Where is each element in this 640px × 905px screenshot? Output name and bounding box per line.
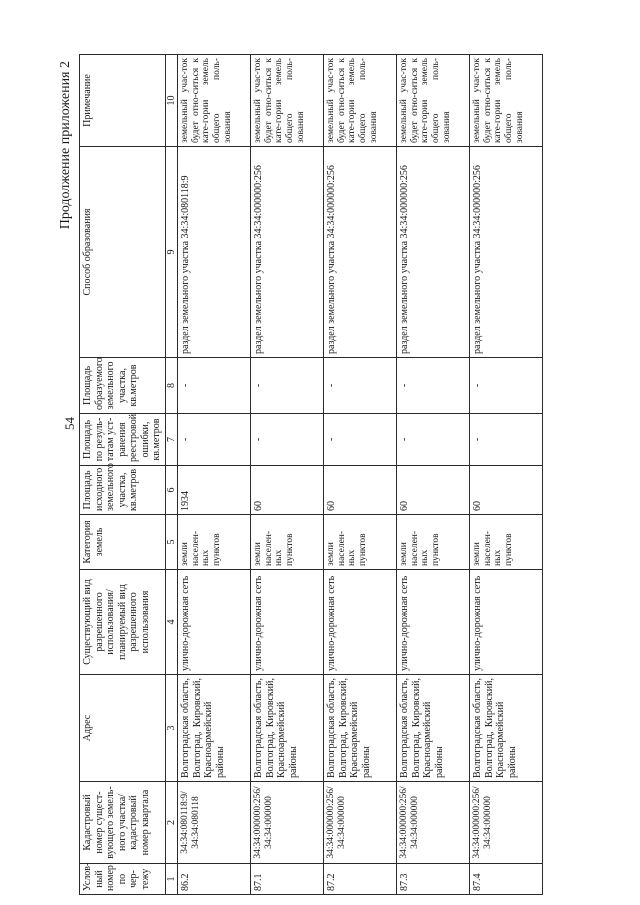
- header-area-new: Площадь образуемого земельного участка, кв.метров: [80, 358, 166, 414]
- header-area-corrected: Площадь по резуль-татам уст-ранения реестровой ошибки, кв.метров: [80, 414, 166, 466]
- cell-method: раздел земельного участка 34:34:000000:256: [397, 147, 470, 358]
- cell-method: раздел земельного участка 34:34:080118:9: [178, 147, 251, 358]
- header-address: Адрес: [80, 675, 166, 782]
- table-row: [324, 55, 397, 895]
- cell-number: 87.1: [251, 864, 324, 895]
- rotated-page: [60, 55, 640, 895]
- header-row: [80, 55, 166, 895]
- cell-note: земельный учас-ток будет отно-ситься к кате-гории земель общего поль-зования: [251, 55, 324, 147]
- cell-note: земельный учас-ток будет отно-ситься к кате-гории земель общего поль-зования: [178, 55, 251, 147]
- cell-number: 87.4: [470, 864, 543, 895]
- cell-cadastral: 34:34:080118:9/ 34:34:080118: [178, 782, 251, 864]
- cell-address: Волгоградская область, Волгоград, Кировский, Красноармейский районы: [397, 675, 470, 782]
- cell-use: улично-дорожная сеть: [324, 570, 397, 675]
- column-number: 3: [165, 675, 178, 782]
- cell-method: раздел земельного участка 34:34:000000:256: [470, 147, 543, 358]
- cell-area-new: -: [324, 358, 397, 414]
- cell-address: Волгоградская область, Волгоград, Кировский, Красноармейский районы: [470, 675, 543, 782]
- cell-number: 87.2: [324, 864, 397, 895]
- table-row: [397, 55, 470, 895]
- column-number: 9: [165, 147, 178, 358]
- column-number: 6: [165, 466, 178, 515]
- column-number: 4: [165, 570, 178, 675]
- cell-category: земли населен-ных пунктов: [470, 515, 543, 570]
- header-note: Примечание: [80, 55, 166, 147]
- cell-address: Волгоградская область, Волгоград, Кировский, Красноармейский районы: [324, 675, 397, 782]
- cell-note: земельный учас-ток будет отно-ситься к кате-гории земель общего поль-зования: [470, 55, 543, 147]
- table-row: [251, 55, 324, 895]
- column-number: 1: [165, 864, 178, 895]
- cell-cadastral: 34:34:000000:256/ 34:34:000000: [324, 782, 397, 864]
- cell-area-corrected: -: [178, 414, 251, 466]
- land-plots-table: [79, 54, 543, 895]
- cell-method: раздел земельного участка 34:34:000000:256: [324, 147, 397, 358]
- header-use: Существующий вид разрешенного использования/ планируемый вид разрешенного использования: [80, 570, 166, 675]
- cell-use: улично-дорожная сеть: [251, 570, 324, 675]
- cell-address: Волгоградская область, Волгоград, Кировский, Красноармейский районы: [178, 675, 251, 782]
- cell-area-initial: 60: [324, 466, 397, 515]
- column-number: 8: [165, 358, 178, 414]
- column-number: 5: [165, 515, 178, 570]
- cell-area-corrected: -: [324, 414, 397, 466]
- cell-area-corrected: -: [470, 414, 543, 466]
- cell-area-initial: 60: [397, 466, 470, 515]
- header-number: Услов-ный номер по чер-тежу: [80, 864, 166, 895]
- cell-number: 87.3: [397, 864, 470, 895]
- cell-address: Волгоградская область, Волгоград, Кировский, Красноармейский районы: [251, 675, 324, 782]
- cell-area-initial: 60: [470, 466, 543, 515]
- column-number: 2: [165, 782, 178, 864]
- header-method: Способ образования: [80, 147, 166, 358]
- column-number-row: [165, 55, 178, 895]
- cell-area-new: -: [251, 358, 324, 414]
- cell-note: земельный учас-ток будет отно-ситься к кате-гории земель общего поль-зования: [397, 55, 470, 147]
- cell-category: земли населен-ных пунктов: [324, 515, 397, 570]
- cell-use: улично-дорожная сеть: [397, 570, 470, 675]
- cell-area-corrected: -: [397, 414, 470, 466]
- table-row: [470, 55, 543, 895]
- cell-use: улично-дорожная сеть: [470, 570, 543, 675]
- cell-area-new: -: [178, 358, 251, 414]
- table-row: [178, 55, 251, 895]
- cell-category: земли населен-ных пунктов: [397, 515, 470, 570]
- header-cadastral: Кадастровый номер сущест-вующего земель-ного участка/ кадастровый номер квартала: [80, 782, 166, 864]
- cell-cadastral: 34:34:000000:256/ 34:34:000000: [470, 782, 543, 864]
- page-number: 54: [62, 417, 77, 430]
- cell-use: улично-дорожная сеть: [178, 570, 251, 675]
- cell-area-new: -: [397, 358, 470, 414]
- cell-method: раздел земельного участка 34:34:000000:256: [251, 147, 324, 358]
- cell-area-corrected: -: [251, 414, 324, 466]
- cell-cadastral: 34:34:000000:256/ 34:34:000000: [397, 782, 470, 864]
- cell-cadastral: 34:34:000000:256/ 34:34:000000: [251, 782, 324, 864]
- cell-area-initial: 60: [251, 466, 324, 515]
- cell-category: земли населен-ных пунктов: [178, 515, 251, 570]
- column-number: 10: [165, 55, 178, 147]
- header-category: Категория земель: [80, 515, 166, 570]
- continuation-title: Продолжение приложения 2: [58, 61, 73, 230]
- column-number: 7: [165, 414, 178, 466]
- cell-category: земли населен-ных пунктов: [251, 515, 324, 570]
- cell-area-initial: 1934: [178, 466, 251, 515]
- cell-number: 86.2: [178, 864, 251, 895]
- cell-area-new: -: [470, 358, 543, 414]
- cell-note: земельный учас-ток будет отно-ситься к кате-гории земель общего поль-зования: [324, 55, 397, 147]
- header-area-initial: Площадь исходного земельного участка, кв.метров: [80, 466, 166, 515]
